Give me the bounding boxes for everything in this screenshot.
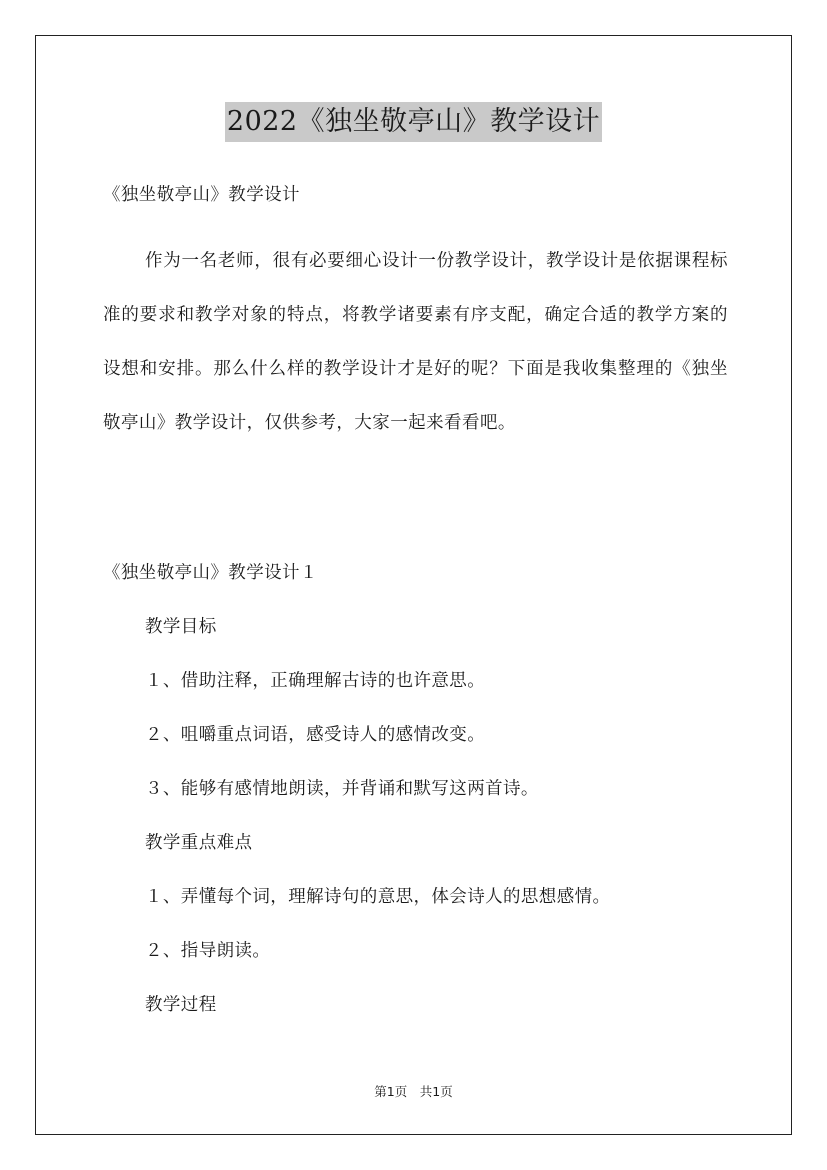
goal-item-1: １、借助注释，正确理解古诗的也许意思。 xyxy=(145,671,486,691)
goal-item-2: ２、咀嚼重点词语，感受诗人的感情改变。 xyxy=(145,725,486,745)
key-point-item-2: ２、指导朗读。 xyxy=(145,941,271,961)
page-footer: 第1页 共1页 xyxy=(374,1084,453,1099)
key-point-item-1: １、弄懂每个词，理解诗句的意思，体会诗人的思想感情。 xyxy=(145,887,611,907)
goals-heading: 教学目标 xyxy=(145,617,217,637)
intro-paragraph: 作为一名老师，很有必要细心设计一份教学设计，教学设计是依据课程标准的要求和教学对象的特点，将教学诸要素有序支配，确定合适的教学方案的设想和安排。那么什么样的教学设计才是好的呢？下面是我收集整理的《独坐敬亭山》教学设计，仅供参考，大家一起来看看吧。 xyxy=(103,251,728,433)
document-subtitle: 《独坐敬亭山》教学设计 xyxy=(103,185,300,205)
title-container xyxy=(0,102,827,142)
goal-item-3: ３、能够有感情地朗读，并背诵和默写这两首诗。 xyxy=(145,779,539,799)
key-points-heading: 教学重点难点 xyxy=(145,833,253,853)
section-heading: 《独坐敬亭山》教学设计１ xyxy=(103,563,318,583)
document-title: 2022《独坐敬亭山》教学设计 xyxy=(225,102,602,142)
process-heading: 教学过程 xyxy=(145,995,217,1015)
